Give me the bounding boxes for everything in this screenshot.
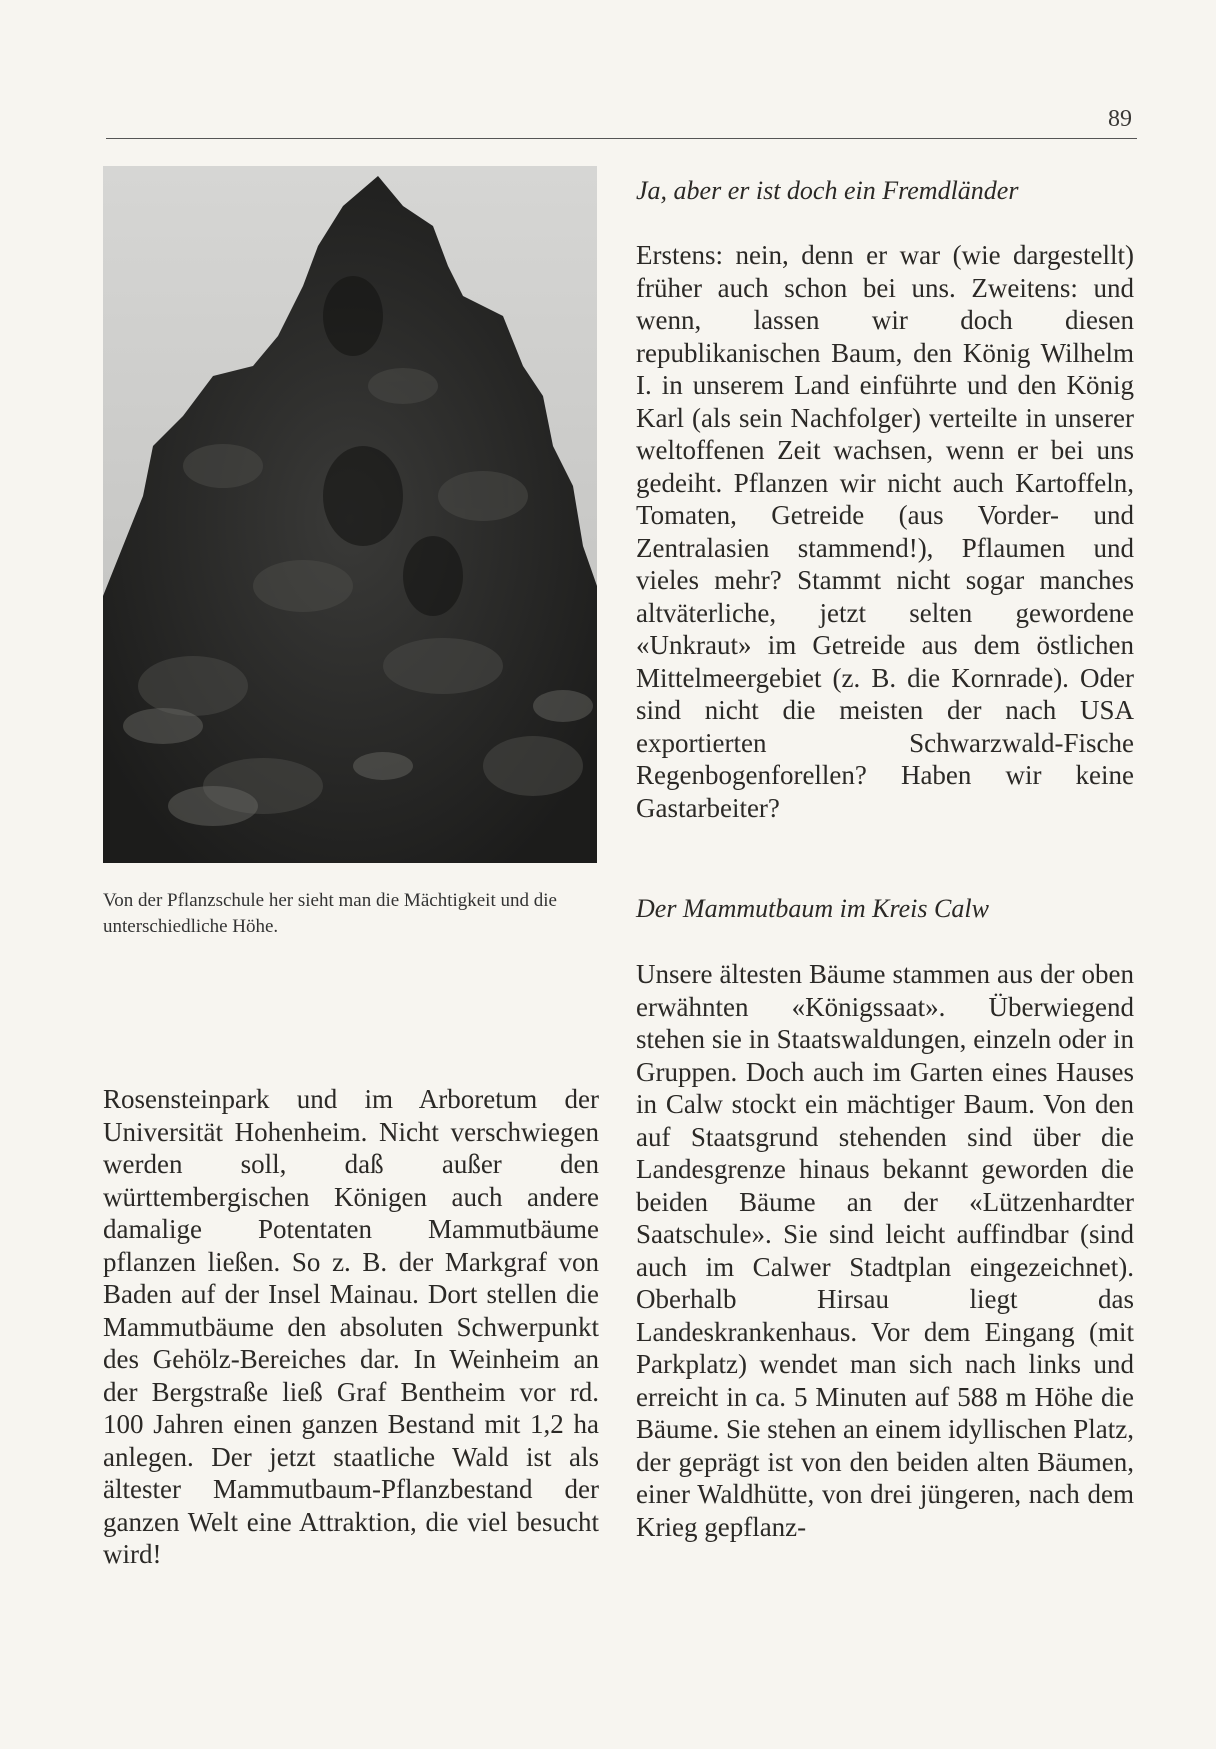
section-text [636, 958, 1134, 1543]
left-column-text [103, 1083, 599, 1571]
figure-caption: Von der Pflanzschule her sieht man die Mächtigkeit und die unterschiedliche Höhe. [103, 890, 557, 937]
paragraph: Erstens: nein, denn er war (wie dargestellt) früher auch schon bei uns. Zweitens: und wenn, lassen wir doch diesen republikanischen Baum, den König Wilhelm I. in unserem Land einführte und den König Karl (als sein Nachfolger) verteilte in unserer weltoffenen Zeit wachsen, wenn er bei uns gedeiht. Pflanzen wir nicht auch Kartoffeln, Tomaten, Getreide (aus Vorder- und Zentralasien stammend!), Pflaumen und vieles mehr? Stammt nicht sogar manches altväterliche, jetzt selten gewordene «Unkraut» im Getreide aus dem östlichen Mittelmeergebiet (z. B. die Kornrade). Oder sind nicht die meisten der nach USA exportierten Schwarzwald-Fische Regenbogenforellen? Haben wir keine Gastarbeiter? [636, 240, 1134, 823]
tree-photo [103, 166, 597, 863]
sequoia-tree-image [103, 166, 597, 863]
page-number: 89 [1108, 106, 1132, 132]
section-heading: Ja, aber er ist doch ein Fremdländer [636, 176, 1019, 205]
paragraph: Unsere ältesten Bäume stammen aus der oben erwähnten «Königssaat». Überwiegend stehen sie in Staatswaldungen, einzeln oder in Gruppen. Doch auch im Garten eines Hauses in Calw stockt ein mächtiger Baum. Von den auf Staatsgrund stehenden sind über die Landesgrenze hinaus bekannt geworden die beiden Bäume an der «Lützenhardter Saatschule». Sie sind leicht auffindbar (sind auch im Calwer Stadtplan eingezeichnet). Oberhalb Hirsau liegt das Landeskrankenhaus. Vor dem Eingang (mit Parkplatz) wendet man sich nach links und erreicht in ca. 5 Minuten auf 588 m Höhe die Bäume. Sie stehen an einem idyllischen Platz, der geprägt ist von den beiden alten Bäumen, einer Waldhütte, von drei jüngeren, nach dem Krieg gepflanz- [636, 959, 1134, 1542]
section-text [636, 239, 1134, 824]
section-heading: Der Mammutbaum im Kreis Calw [636, 894, 989, 923]
paragraph: Rosensteinpark und im Arboretum der Universität Hohenheim. Nicht verschwiegen werden soll, daß außer den württembergischen Königen auch andere damalige Potentaten Mammutbäume pflanzen ließen. So z. B. der Markgraf von Baden auf der Insel Mainau. Dort stellen die Mammutbäume den absoluten Schwerpunkt des Gehölz-Bereiches dar. In Weinheim an der Bergstraße ließ Graf Bentheim vor rd. 100 Jahren einen ganzen Bestand mit 1,2 ha anlegen. Der jetzt staatliche Wald ist als ältester Mammutbaum-Pflanzbestand der ganzen Welt eine Attraktion, die viel besucht wird! [103, 1084, 599, 1569]
header-rule [106, 138, 1137, 139]
